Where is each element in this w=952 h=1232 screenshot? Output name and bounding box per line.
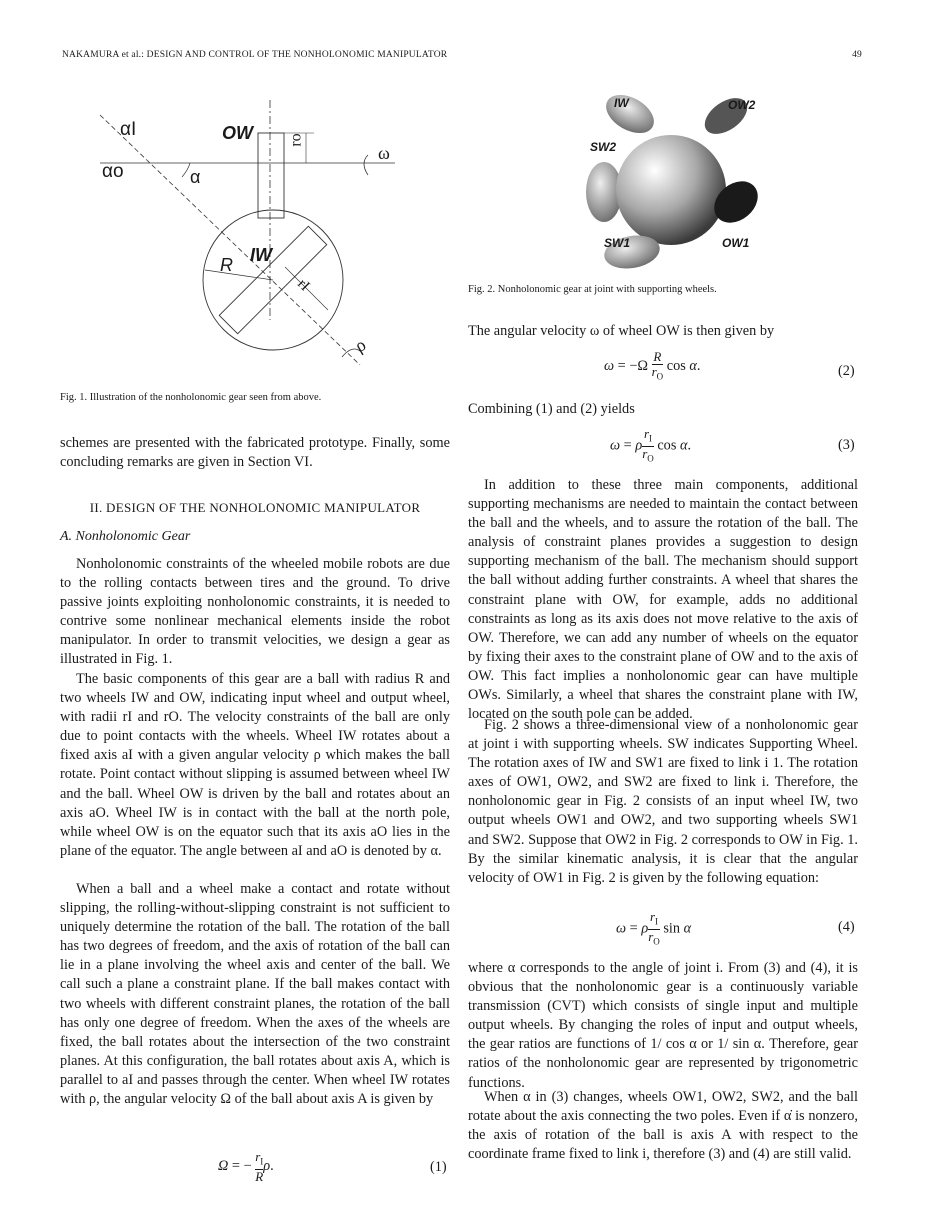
equation-4: ω = ρ $\frac{r_I}{r_O}$ sin α <box>616 909 692 947</box>
running-header: NAKAMURA et al.: DESIGN AND CONTROL OF THE NONHOLONOMIC MANIPULATOR <box>62 50 448 60</box>
para-6: where α corresponds to the angle of joint i. From (3) and (4), it is obvious that the nonholonomic gear is a continuously variable transmission (CVT) which consists of single input and multiple output wheels. By changing the roles of input and output wheels, the gear ratios are functions of 1/ cos α or 1/ sin α. Therefore, gear ratios of the nonholonomic gear are represented by trigonometric functions. <box>468 960 858 1091</box>
para-5: Fig. 2 shows a three-dimensional view of a nonholonomic gear at joint i with supporting wheels. SW indicates Supporting Wheel. The rotation axes of IW and SW1 are fixed to link i 1. The rotation axes of OW1, OW2, and SW2 are fixed to link i. Therefore, the nonholonomic gear in Fig. 2 consists of an input wheel IW, two output wheels OW1 and OW2, and two supporting wheels SW1 and SW2. Suppose that OW2 in Fig. 2 corresponds to OW in Fig. 1. By the similar kinematic analysis, it is clear that the angular velocity of OW1 in Fig. 2 is given by the following equation: <box>468 717 858 886</box>
page-number: 49 <box>852 50 862 60</box>
fig1-label-alpha: α <box>190 167 201 187</box>
fig2-label-ow2: OW2 <box>728 98 756 112</box>
equation-4-number: (4) <box>838 919 855 935</box>
fig1-diagram <box>90 95 420 380</box>
equation-1-number: (1) <box>430 1159 447 1175</box>
section-title: II. DESIGN OF THE NONHOLONOMIC MANIPULATOR <box>89 500 421 515</box>
equation-3: ω = ρ $\frac{r_I}{r_O}$ cos α. <box>610 426 692 464</box>
para-3: When a ball and a wheel make a contact and rotate without slipping, the rolling-without-slipping constraint is not sufficient to uniquely determine the rotation of the ball. The rotation of the ball has two degrees of freedom, and the axis of rotation of the ball can lie in a plane involving the wheel axis and center of the ball. We call such a plane a constraint plane. If the ball makes contact with two wheels with different constraint planes, the rotation of the ball has only one degree of freedom. When the axes of the wheels are fixed, the ball rotates about the intersection of the two constraint planes. At this configuration, the ball rotates about axis A, which is parallel to aI and passes through the center. When wheel IW rotates with ρ, the angular velocity Ω of the ball about axis A is given by <box>60 881 450 1108</box>
fig1-label-omega: ω <box>378 143 390 163</box>
fig1-label-rho: ρ <box>351 334 370 356</box>
fig1-label-ow: OW <box>222 123 253 143</box>
para-7: When α in (3) changes, wheels OW1, OW2, SW2, and the ball rotate about the axis connecting the two poles. Even if α̇ is nonzero, the axis of rotation of the ball is axis A with respect to the coordinate frame fixed to link i, therefore (3) and (4) are still valid. <box>468 1089 858 1163</box>
fig1-label-alpha-o: αo <box>102 161 124 182</box>
equation-3-number: (3) <box>838 437 855 453</box>
para-1: Nonholonomic constraints of the wheeled mobile robots are due to the rolling contacts between tires and the ground. To drive passive joints exploiting nonholonomic constraints, it is needed to contrive some nonlinear mechanical elements inside the robot manipulator. In order to transmit velocities, we design a gear as illustrated in Fig. 1. <box>60 556 450 668</box>
fig2-label-ow1: OW1 <box>722 236 750 250</box>
subsection-title: A. Nonholonomic Gear <box>60 529 191 544</box>
fig1-label-ro: ro <box>287 133 305 147</box>
fig1-label-iw: IW <box>250 245 272 265</box>
figure-1 <box>90 95 420 380</box>
fig1-label-ri: rI <box>294 275 313 295</box>
para-2: The basic components of this gear are a ball with radius R and two wheels IW and OW, indicating input wheel and output wheel, with radii rI and rO. The velocity constraints of the ball are only due to point contacts with the wheels. Wheel IW rotates about a fixed axis aI with a given angular velocity ρ which makes the ball rotate. Point contact without slipping is assumed between wheel IW and the ball. Wheel OW is driven by the ball and rotates about an axis aO. Wheel IW is in contact with the ball at the north pole, while wheel OW is on the equator such that its axis aO lies in the plane of the equator. The angle between aI and aO is denoted by α. <box>60 671 450 859</box>
para-intro: schemes are presented with the fabricated prototype. Finally, some concluding remarks are given in Section VI. <box>60 435 450 471</box>
para-omega: The angular velocity ω of wheel OW is then given by <box>468 323 775 339</box>
fig1-label-r: R <box>220 255 233 275</box>
fig1-caption: Fig. 1. Illustration of the nonholonomic gear seen from above. <box>60 392 322 403</box>
fig2-label-sw1: SW1 <box>604 236 631 250</box>
fig2-render <box>576 92 776 282</box>
fig2-label-sw2: SW2 <box>590 140 617 154</box>
figure-2 <box>576 92 776 282</box>
para-combining: Combining (1) and (2) yields <box>468 401 635 417</box>
fig2-caption: Fig. 2. Nonholonomic gear at joint with supporting wheels. <box>468 284 717 295</box>
para-4: In addition to these three main components, additional supporting mechanisms are needed to maintain the contact between the ball and the wheels, and to assure the rotation of the ball. The analysis of constraint planes provides a suggestion to design supporting mechanism of the ball. The mechanism should support the ball without adding further constraints. A wheel that shares the constraint plane with OW, for example, adds no additional constraints as long as its axis does not move relative to the axis of OW. Therefore, we can add any number of wheels on the equator by fixing their axes to the constraint plane of OW and to the axis of OW. This fact implies a nonholonomic gear can have multiple OWs. Similarly, a wheel that shares the constraint plane with IW, located on the south pole can be added. <box>468 477 858 723</box>
fig1-label-alpha-i: αI <box>120 119 137 140</box>
equation-2-number: (2) <box>838 363 855 379</box>
equation-1: Ω = − $\frac{r_I}{R}$ ρ. <box>218 1149 274 1184</box>
fig2-label-iw: IW <box>614 96 629 110</box>
equation-2: ω = −Ω $\frac{R}{r_O}$ cos α. <box>604 349 701 382</box>
